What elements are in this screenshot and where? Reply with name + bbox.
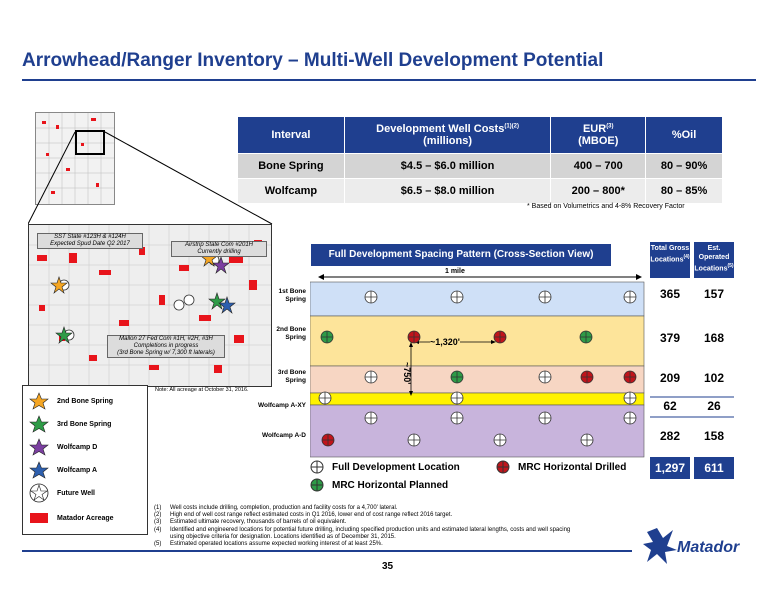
callout-mallon: Mallon 27 Fed Com #1H, #2H, #3H Completions in progress (3rd Bone Spring w/ 7,300 ft laterals)	[107, 335, 225, 358]
header-oil: %Oil	[646, 117, 723, 154]
page-number: 35	[382, 561, 394, 572]
footnotes	[154, 505, 584, 548]
total-locations-wolfcamp-axy: 62	[650, 399, 690, 413]
callout-sst: SST State #123H & #124H Expected Spud Date Q2 2017	[37, 233, 143, 249]
header-total-locations: Total Gross Locations$^{(4)}$	[650, 242, 690, 278]
mrc-drilled-icon	[496, 460, 510, 474]
footnote-1: (1) Well costs include drilling, completion, production and facility costs for a 4,700' lateral.	[154, 505, 398, 511]
zone-label-3rd-bone-spring: 3rd Bone Spring	[277, 369, 306, 384]
operated-locations-wolfcamp-axy: 26	[694, 399, 734, 413]
footnote-3: (3) Estimated ultimate recovery, thousands of barrels of oil equivalent.	[154, 519, 347, 526]
detail-map	[28, 224, 272, 387]
callout-airstrip: Airstrip State Com #201H Currently drilling	[171, 241, 267, 257]
full-development-icon	[310, 460, 324, 474]
footer-rule	[22, 550, 632, 552]
table-row: Wolfcamp $6.5 – $8.0 million 200 – 800* 80 – 85%	[238, 179, 723, 204]
star-green-icon	[29, 415, 49, 433]
total-locations-3rd-bone: 209	[650, 371, 690, 385]
total-locations-wolfcamp-ad: 282	[650, 429, 690, 443]
footnote-5: (5) Estimated operated locations assume expected working interest of at least 25%.	[154, 541, 383, 548]
star-blue-icon	[29, 461, 49, 479]
map-legend	[22, 385, 148, 535]
zoom-lines	[28, 130, 278, 226]
matador-logo	[643, 526, 763, 566]
cost-table-header	[238, 117, 723, 154]
legend-item-future-well: Future Well	[29, 483, 95, 503]
footnote-2: (2) High end of well cost range reflect estimated costs in Q1 2016, lower end of cost range reflect 2016 target.	[154, 512, 453, 519]
total-locations-2nd-bone: 379	[650, 331, 690, 345]
table-row: Bone Spring $4.5 – $6.0 million 400 – 700 80 – 90%	[238, 154, 723, 179]
total-locations-1st-bone: 365	[650, 287, 690, 301]
operated-locations-2nd-bone: 168	[694, 331, 734, 345]
zone-label-2nd-bone-spring: 2nd Bone Spring	[276, 326, 306, 341]
mrc-planned-icon	[310, 478, 324, 492]
legend-item-matador-acreage: Matador Acreage	[29, 512, 114, 524]
acreage-swatch-icon	[29, 512, 49, 524]
footnote-4: (4) Identified and engineered locations for potential future drilling, including specified production units and estimated lateral lengths, costs and well spacing using objective criteria for designation. Locations identified as of December 31, 2015.	[154, 526, 571, 540]
page-title: Arrowhead/Ranger Inventory – Multi-Well Development Potential	[22, 50, 604, 71]
spacing-vertical-label: ~750'	[402, 362, 412, 385]
spacing-horizontal-label: ~1,320'	[430, 337, 460, 347]
mile-label: 1 mile	[441, 268, 469, 275]
cross-section-diagram	[310, 280, 645, 458]
grand-total-operated: 611	[694, 457, 734, 479]
header-operated-locations: Est. Operated Locations$^{(5)}$	[694, 242, 734, 278]
star-purple-icon	[29, 438, 49, 456]
eur-footnote: * Based on Volumetrics and 4-8% Recovery Factor	[527, 203, 685, 210]
zone-label-wolfcamp-ad: Wolfcamp A-D	[261, 432, 306, 439]
legend-item-wolfcamp-a: Wolfcamp A	[29, 461, 97, 479]
header-interval: Interval	[238, 117, 345, 154]
svg-text:Matador: Matador	[677, 539, 740, 556]
operated-locations-3rd-bone: 102	[694, 371, 734, 385]
star-orange-icon	[29, 392, 49, 410]
legend-item-3rd-bone-spring: 3rd Bone Spring	[29, 415, 111, 433]
operated-locations-wolfcamp-ad: 158	[694, 429, 734, 443]
header-eur: EUR$^{(3)}$ (MBOE)	[551, 117, 646, 154]
axy-bracket-lines	[650, 393, 734, 423]
acreage-note: Note: All acreage at October 31, 2016.	[155, 387, 249, 393]
legend-item-2nd-bone-spring: 2nd Bone Spring	[29, 392, 113, 410]
zone-label-wolfcamp-axy: Wolfcamp A-XY	[257, 402, 306, 409]
legend-full-development: Full Development Location	[310, 460, 460, 474]
legend-item-wolfcamp-d: Wolfcamp D	[29, 438, 97, 456]
header-costs: Development Well Costs$^{(1)(2)}$ (millions)	[344, 117, 551, 154]
grand-total-locations: 1,297	[650, 457, 690, 479]
operated-locations-1st-bone: 157	[694, 287, 734, 301]
diagram-banner: Full Development Spacing Pattern (Cross-Section View)	[311, 244, 611, 266]
title-rule	[22, 79, 756, 81]
zone-label-1st-bone-spring: 1st Bone Spring	[278, 288, 306, 303]
legend-mrc-planned: MRC Horizontal Planned	[310, 478, 448, 492]
star-outline-icon	[29, 483, 49, 503]
cost-table	[237, 116, 723, 204]
legend-mrc-drilled: MRC Horizontal Drilled	[496, 460, 626, 474]
